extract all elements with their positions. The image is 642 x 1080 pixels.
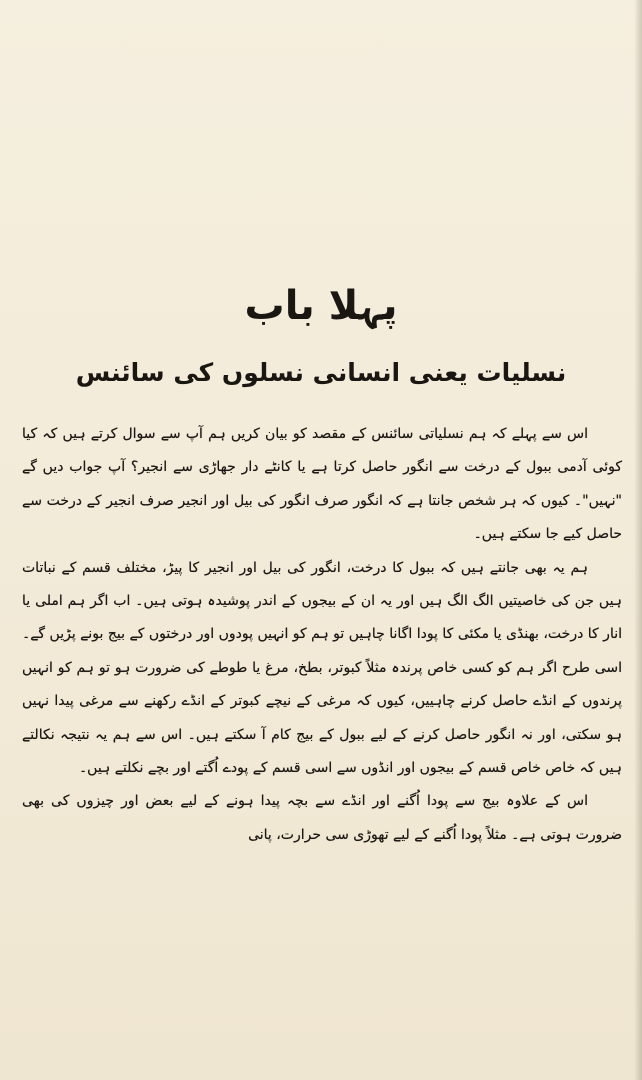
paragraph: اس کے علاوہ بیج سے پودا اُگنے اور انڈے سے بچہ پیدا ہونے کے لیے بعض اور چیزوں کی بھی ضرورت ہوتی ہے۔ مثلاً پودا اُگنے کے لیے تھوڑی سی حرارت، پانی <box>22 793 622 843</box>
chapter-body <box>22 418 622 852</box>
paragraph: اس سے پہلے کہ ہم نسلیاتی سائنس کے مقصد کو بیان کریں ہم آپ سے سوال کرتے ہیں کہ کیا کوئی آدمی ببول کے درخت سے انگور حاصل کرتا ہے یا کانٹے دار جھاڑی سے انجیر؟ آپ جواب دیں گے "نہیں"۔ کیوں کہ ہر شخص جانتا ہے کہ انگور صرف انگور کی بیل اور انجیر صرف انجیر کے درخت سے حاصل کیے جا سکتے ہیں۔ <box>22 426 622 543</box>
paragraph: ہم یہ بھی جانتے ہیں کہ ببول کا درخت، انگور کی بیل اور انجیر کا پیڑ، مختلف قسم کے نباتات ہیں جن کی خاصیتیں الگ الگ ہیں اور یہ ان کے بیجوں کے اندر پوشیدہ ہوتی ہیں۔ اب اگر ہم املی یا انار کا درخت، بھنڈی یا مکئی کا پودا اگانا چاہیں تو ہم کو انہیں پودوں اور درختوں کے بیج بونے پڑیں گے۔ اسی طرح اگر ہم کو کسی خاص پرندہ مثلاً کبوتر، بطخ، مرغ یا طوطے کی ضرورت ہو تو ہم کو انہیں پرندوں کے انڈے حاصل کرنے چاہییں، کیوں کہ مرغی کے نیچے کبوتر کے انڈے رکھنے سے مرغی پیدا نہیں ہو سکتی، اور نہ انگور حاصل کرنے کے لیے ببول کے بیج کام آ سکتے ہیں۔ اس سے ہم یہ نتیجہ نکالتے ہیں کہ خاص خاص قسم کے بیجوں اور انڈوں سے اسی قسم کے پودے اُگتے اور بچے نکلتے ہیں۔ <box>22 559 622 777</box>
chapter-subtitle: نسلیات یعنی انسانی نسلوں کی سائنس <box>75 358 567 387</box>
chapter-title: پہلا باب <box>244 283 398 329</box>
page-edge-shadow <box>634 0 642 1080</box>
